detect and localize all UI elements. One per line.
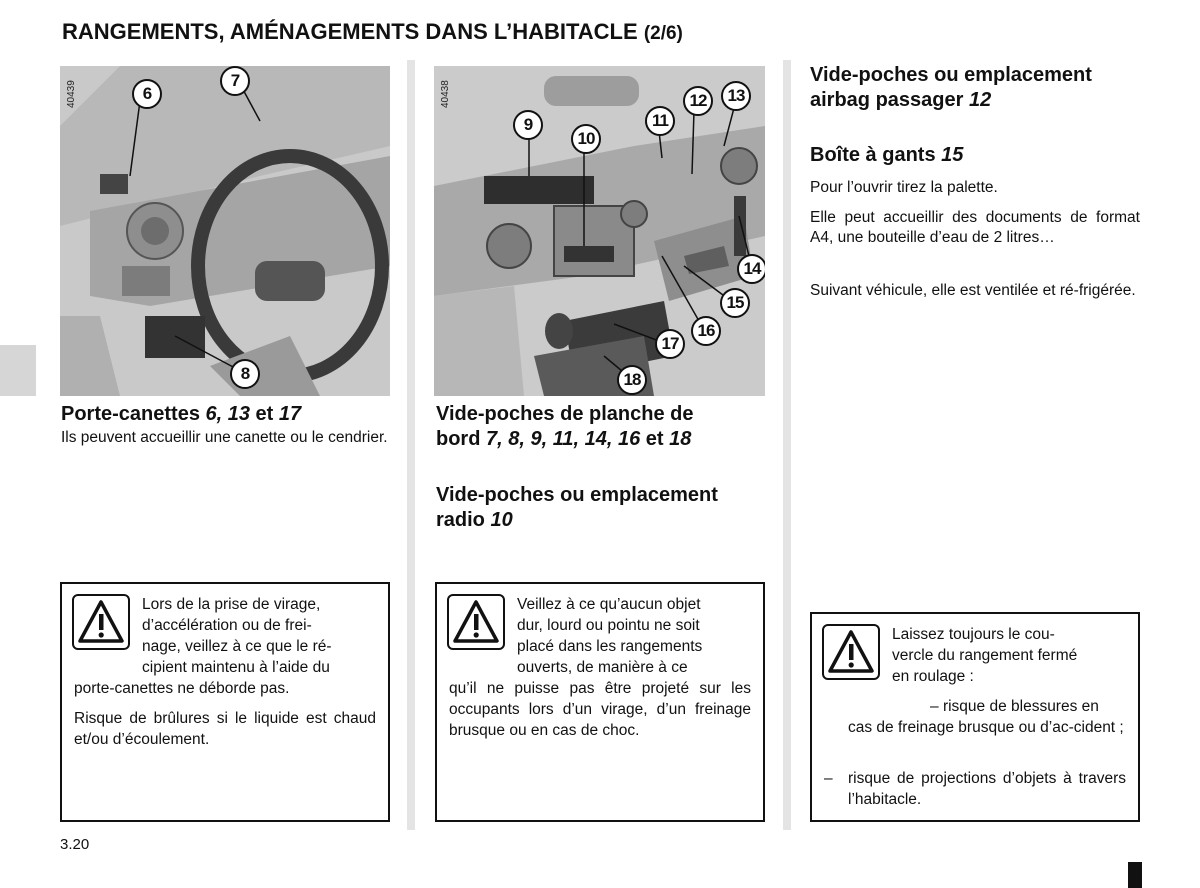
callout-12: 12 xyxy=(683,86,713,116)
warning-text: Veillez à ce qu’aucun objet dur, lourd ou pointu ne soit placé dans les rangements ouverts, de manière à ce xyxy=(517,596,703,676)
warning-text-2: Risque de brûlures si le liquide est chaud et/ou d’écoulement. xyxy=(74,710,376,748)
warning-triangle-icon xyxy=(72,594,130,650)
heading-vide-poches-airbag: Vide-poches ou emplacement airbag passager 12 xyxy=(810,64,1092,111)
callout-11: 11 xyxy=(645,106,675,136)
paragraph: Elle peut accueillir des documents de format A4, une bouteille d’eau de 2 litres… xyxy=(810,209,1140,246)
warning-box-1 xyxy=(60,582,390,822)
paragraph: Ils peuvent accueillir une canette ou le cendrier. xyxy=(61,429,388,446)
callout-6: 6 xyxy=(132,79,162,109)
callout-10: 10 xyxy=(571,124,601,154)
callout-14: 14 xyxy=(737,254,765,284)
column-divider xyxy=(783,60,791,830)
title-main: RANGEMENTS, AMÉNAGEMENTS DANS L’HABITACLE xyxy=(62,19,638,44)
title-part: (2/6) xyxy=(643,23,683,44)
heading-vide-poches-radio: Vide-poches ou emplacement radio 10 xyxy=(436,484,718,531)
paragraph: Suivant véhicule, elle est ventilée et ré-frigérée. xyxy=(810,282,1136,299)
warning-text-cont: porte-canettes ne déborde pas. xyxy=(74,680,290,697)
page-number: 3.20 xyxy=(60,836,90,853)
figure-ref: 40439 xyxy=(66,80,77,108)
heading-porte-canettes: Porte-canettes 6, 13 et 17 xyxy=(61,403,302,425)
warning-triangle-icon xyxy=(447,594,505,650)
paragraph: Pour l’ouvrir tirez la palette. xyxy=(810,179,998,196)
callout-17: 17 xyxy=(655,329,685,359)
warning-text: Lors de la prise de virage, d’accélération ou de frei- nage, veillez à ce que le ré- cipient maintenu à l’aide du xyxy=(142,596,332,676)
callout-15: 15 xyxy=(720,288,750,318)
warning-text: Laissez toujours le cou- vercle du rangement fermé en roulage : xyxy=(892,626,1078,685)
warning-list-item: – risque de blessures en cas de freinage brusque ou d’ac-cident ; xyxy=(848,698,1124,736)
callout-8: 8 xyxy=(230,359,260,389)
heading-boite-a-gants: Boîte à gants 15 xyxy=(810,144,964,166)
warning-box-2 xyxy=(435,582,765,822)
figure-cockpit-driver xyxy=(60,66,390,396)
warning-box-3 xyxy=(810,612,1140,822)
warning-list-item: risque de projections d’objets à travers l’habitacle. xyxy=(848,770,1126,808)
callout-9: 9 xyxy=(513,110,543,140)
callout-16: 16 xyxy=(691,316,721,346)
list-dash: – xyxy=(824,770,833,787)
page-title xyxy=(62,19,683,45)
callout-7: 7 xyxy=(220,66,250,96)
figure-ref: 40438 xyxy=(440,80,451,108)
warning-text-cont: qu’il ne puisse pas être projeté sur les occupants lors d’un virage, d’un freinage brusque ou en cas de choc. xyxy=(449,680,751,739)
figure-cockpit-dashboard xyxy=(434,66,765,396)
callout-18: 18 xyxy=(617,365,647,395)
callout-13: 13 xyxy=(721,81,751,111)
page-edge-mark xyxy=(1128,862,1142,888)
heading-vide-poches-planche: Vide-poches de planche de bord 7, 8, 9, 11, 14, 16 et 18 xyxy=(436,403,694,450)
column-divider xyxy=(407,60,415,830)
warning-triangle-icon xyxy=(822,624,880,680)
chapter-tab xyxy=(0,345,36,396)
